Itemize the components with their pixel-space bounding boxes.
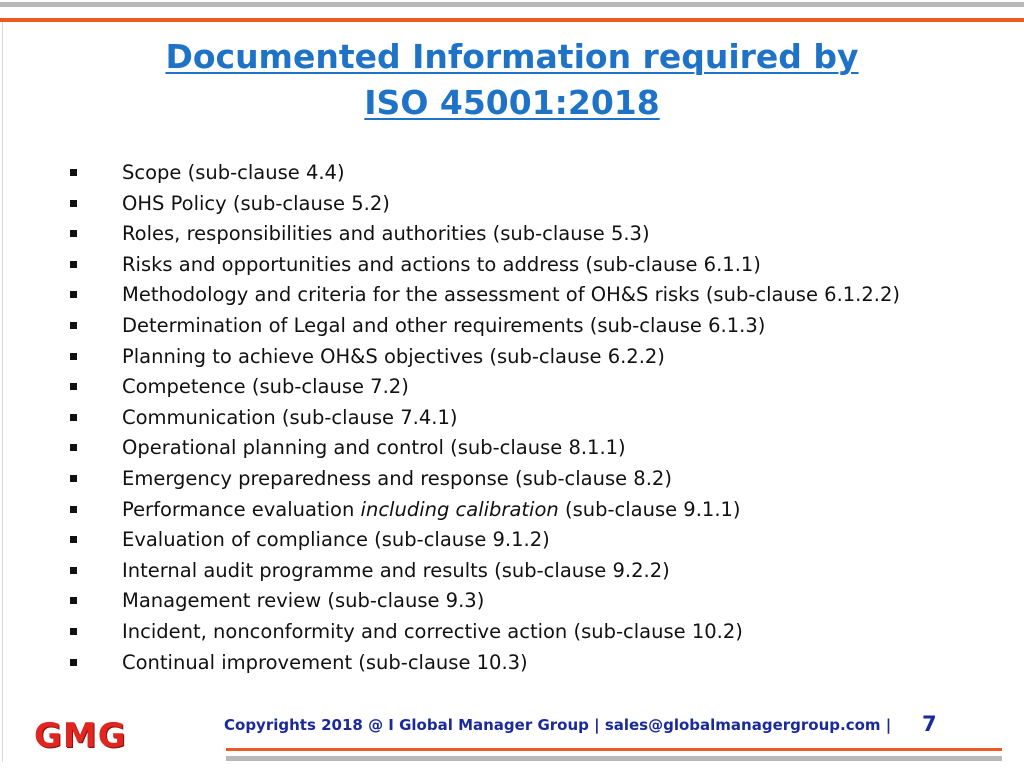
gmg-logo: GMG xyxy=(34,716,127,756)
list-item xyxy=(70,342,1010,373)
page-number: 7 xyxy=(922,712,937,736)
list-item-text: Methodology and criteria for the assessment of OH&S risks (sub-clause 6.1.2.2) xyxy=(122,283,900,307)
list-item-text: Management review (sub-clause 9.3) xyxy=(122,589,485,613)
list-item-text: Risks and opportunities and actions to address (sub-clause 6.1.1) xyxy=(122,252,761,276)
documented-information-list xyxy=(70,158,1010,678)
list-item-text: Planning to achieve OH&S objectives (sub-clause 6.2.2) xyxy=(122,344,665,368)
square-bullet-icon xyxy=(70,506,77,513)
list-item-text: Competence (sub-clause 7.2) xyxy=(122,375,409,399)
list-item xyxy=(70,311,1010,342)
list-item xyxy=(70,372,1010,403)
slide-title-line-2: ISO 45001:2018 xyxy=(364,83,660,122)
list-item-text: Determination of Legal and other requirements (sub-clause 6.1.3) xyxy=(122,313,766,337)
list-item-text-prefix: Performance evaluation xyxy=(122,497,361,521)
slide-title-line-1: Documented Information required by xyxy=(165,37,859,76)
list-item xyxy=(70,586,1010,617)
list-item-text: Internal audit programme and results (sub-clause 9.2.2) xyxy=(122,558,670,582)
square-bullet-icon xyxy=(70,383,77,390)
square-bullet-icon xyxy=(70,291,77,298)
square-bullet-icon xyxy=(70,659,77,666)
top-divider-gray xyxy=(0,2,1024,7)
list-item xyxy=(70,158,1010,189)
list-item-text: Continual improvement (sub-clause 10.3) xyxy=(122,650,528,674)
list-item xyxy=(70,280,1010,311)
square-bullet-icon xyxy=(70,200,77,207)
list-item-text: Roles, responsibilities and authorities (sub-clause 5.3) xyxy=(122,222,650,246)
footer-copyright: Copyrights 2018 @ I Global Manager Group | sales@globalmanagergroup.com | xyxy=(224,716,892,734)
list-item xyxy=(70,250,1010,281)
square-bullet-icon xyxy=(70,414,77,421)
square-bullet-icon xyxy=(70,444,77,451)
list-item-text: Evaluation of compliance (sub-clause 9.1.2) xyxy=(122,528,550,552)
list-item-text: Operational planning and control (sub-clause 8.1.1) xyxy=(122,436,626,460)
list-item xyxy=(70,219,1010,250)
list-item-text-suffix: (sub-clause 9.1.1) xyxy=(558,497,741,521)
list-item-text: Communication (sub-clause 7.4.1) xyxy=(122,405,458,429)
list-item xyxy=(70,403,1010,434)
square-bullet-icon xyxy=(70,475,77,482)
list-item-text: Emergency preparedness and response (sub-clause 8.2) xyxy=(122,466,672,490)
square-bullet-icon xyxy=(70,628,77,635)
list-item xyxy=(70,648,1010,679)
top-divider-red xyxy=(0,18,1024,22)
list-item xyxy=(70,525,1010,556)
square-bullet-icon xyxy=(70,261,77,268)
list-item xyxy=(70,617,1010,648)
list-item xyxy=(70,464,1010,495)
list-item-text: Scope (sub-clause 4.4) xyxy=(122,161,345,184)
left-frame-line xyxy=(2,22,3,762)
list-item xyxy=(70,495,1010,526)
footer-divider-red xyxy=(226,748,1002,751)
list-item-text: OHS Policy (sub-clause 5.2) xyxy=(122,191,390,215)
list-item xyxy=(70,189,1010,220)
square-bullet-icon xyxy=(70,567,77,574)
square-bullet-icon xyxy=(70,169,77,176)
square-bullet-icon xyxy=(70,353,77,360)
square-bullet-icon xyxy=(70,230,77,237)
list-item-text: Incident, nonconformity and corrective action (sub-clause 10.2) xyxy=(122,619,743,643)
footer-divider-gray xyxy=(226,756,1002,761)
list-item xyxy=(70,556,1010,587)
square-bullet-icon xyxy=(70,597,77,604)
list-item xyxy=(70,433,1010,464)
slide-title xyxy=(0,34,1024,126)
square-bullet-icon xyxy=(70,322,77,329)
square-bullet-icon xyxy=(70,536,77,543)
list-item-text-italic: including calibration xyxy=(360,497,559,521)
